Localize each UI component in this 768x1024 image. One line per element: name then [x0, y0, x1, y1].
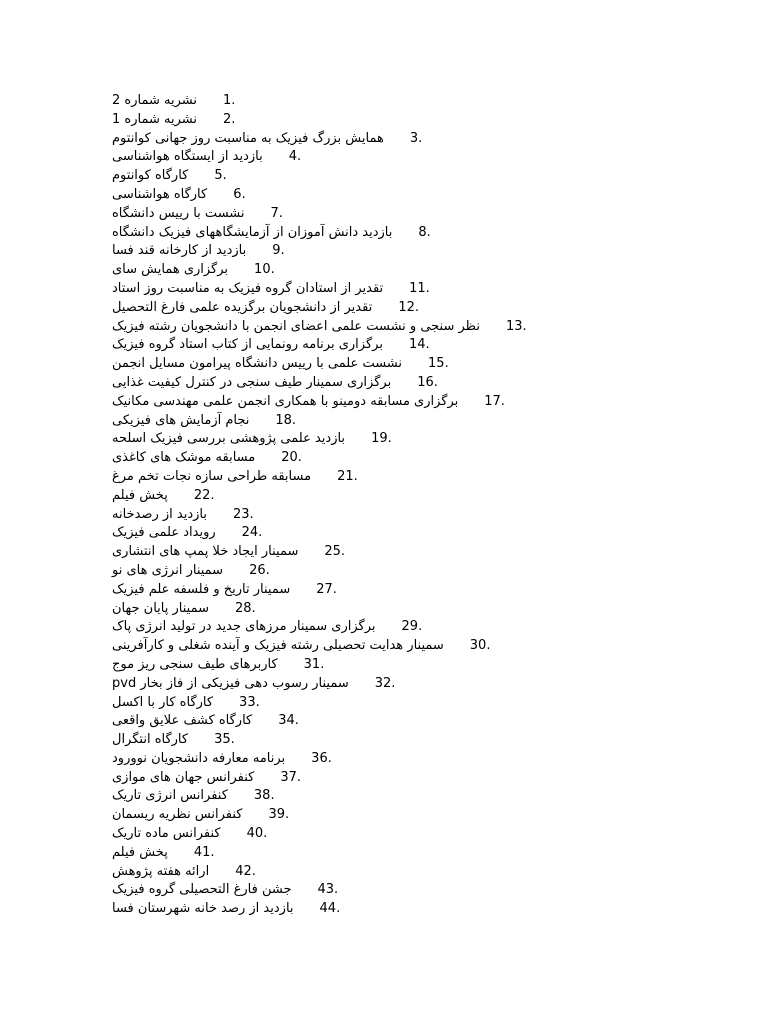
list-item: [112, 487, 712, 506]
list-item: [112, 393, 712, 412]
list-item: [112, 186, 712, 205]
list-item-text: کنفرانس انرژی تاریک: [112, 788, 228, 804]
list-item-number: 18.: [275, 412, 297, 428]
list-item-number: 8.: [418, 224, 431, 240]
list-item-number: 9.: [272, 243, 285, 259]
list-item: [112, 562, 712, 581]
list-item: [112, 506, 712, 525]
list-item: [112, 299, 712, 318]
list-item-number: 29.: [401, 619, 423, 635]
list-item-text: بازدید علمی پژوهشی بررسی فیزیک اسلحه: [112, 431, 346, 447]
list-item-number: 36.: [311, 750, 332, 766]
list-item-text: سمینار رسوب دهی فیزیکی از فاز بخار pvd: [112, 675, 349, 691]
list-item-number: 41.: [193, 844, 215, 860]
list-item: [112, 242, 712, 261]
list-item: [112, 750, 712, 769]
list-item-text: برنامه معارفه دانشجویان نوورود: [112, 750, 286, 766]
list-item-number: 19.: [371, 431, 392, 447]
list-item: [112, 731, 712, 750]
list-item: [112, 524, 712, 543]
list-item-text: کارگاه کار با اکسل: [112, 694, 214, 710]
list-item-text: تقدیر از استادان گروه فیزیک به مناسبت روز استاد: [112, 280, 384, 296]
list-item-text: کارگاه کوانتوم: [112, 168, 189, 184]
list-item-number: 3.: [409, 130, 423, 146]
list-item-text: برگزاری مسابقه دومینو با همکاری انجمن علمی مهندسی مکانیک: [112, 393, 459, 409]
list-item-number: 26.: [249, 562, 270, 578]
list-item-text: مسابقه موشک های کاغذی: [112, 450, 256, 466]
list-item: [112, 618, 712, 637]
list-item-text: تقدیر از دانشجویان برگزیده علمی فارغ التحصیل: [112, 299, 373, 315]
list-item-text: سمینار انرژی های نو: [112, 562, 224, 578]
list-item-text: مسابقه طراحی سازه نجات تخم مرغ: [112, 468, 312, 484]
list-item-number: 25.: [324, 544, 346, 560]
list-item-text: برگزاری همایش سای: [112, 262, 229, 278]
list-item: [112, 881, 712, 900]
list-item: [112, 468, 712, 487]
list-item: [112, 280, 712, 299]
list-item: [112, 900, 712, 919]
list-item-number: 38.: [253, 788, 275, 804]
list-item: [112, 656, 712, 675]
list-item-text: جشن فارغ التحصیلی گروه فیزیک: [112, 882, 292, 898]
list-item: [112, 92, 712, 111]
list-item: [112, 111, 712, 130]
list-item-text: کارگاه هواشناسی: [112, 186, 208, 202]
list-item-text: کنفرانس نظریه ریسمان: [112, 807, 243, 823]
list-item-number: 7.: [270, 205, 283, 221]
list-item-text: نجام آزمایش های فیزیکی: [112, 412, 250, 428]
list-item-number: 31.: [303, 656, 325, 672]
list-item-number: 23.: [232, 506, 254, 522]
list-item-text: بازدید از کارخانه قند فسا: [112, 243, 247, 259]
list-item-text: نشریه شماره 2: [112, 93, 197, 108]
list-item: [112, 712, 712, 731]
list-item: [112, 318, 712, 337]
list-item-number: 13.: [505, 318, 527, 334]
list-item-text: کنفرانس جهان های موازی: [112, 769, 255, 785]
list-item-number: 35.: [214, 732, 235, 748]
list-item: [112, 543, 712, 562]
list-item-text: برگزاری برنامه رونمایی از کتاب استاد گروه فیزیک: [112, 337, 383, 353]
list-item: [112, 336, 712, 355]
list-item-number: 10.: [254, 262, 275, 278]
list-item-number: 39.: [268, 807, 290, 823]
list-item: [112, 637, 712, 656]
list-item-number: 42.: [235, 863, 256, 879]
list-item: [112, 130, 712, 149]
list-item: [112, 694, 712, 713]
list-item-number: 43.: [317, 882, 339, 898]
list-item: [112, 167, 712, 186]
list-item-number: 4.: [288, 149, 302, 165]
list-item-number: 34.: [278, 713, 299, 729]
list-item-number: 11.: [409, 280, 430, 296]
list-item: [112, 148, 712, 167]
list-item-number: 28.: [235, 600, 256, 616]
list-item-text: کارگاه انتگرال: [112, 732, 189, 748]
list-item-number: 2.: [222, 111, 236, 127]
list-item: [112, 806, 712, 825]
list-item: [112, 205, 712, 224]
list-item-text: نشریه شماره 1: [112, 111, 197, 127]
list-item-text: پخش فیلم: [112, 487, 168, 503]
list-item-number: 5.: [214, 168, 227, 184]
list-item-number: 33.: [239, 694, 260, 710]
list-item: [112, 412, 712, 431]
list-item-text: کنفرانس ماده تاریک: [112, 826, 221, 842]
activity-list: [112, 92, 712, 919]
list-item-number: 40.: [246, 826, 268, 842]
list-item-text: سمینار ایجاد خلا پمپ های انتشاری: [112, 544, 299, 560]
list-item-text: همایش بزرگ فیزیک به مناسبت روز جهانی کوانتوم: [112, 130, 384, 146]
list-item-text: نظر سنجی و نشست علمی اعضای انجمن با دانشجویان رشته فیزیک: [112, 318, 480, 334]
list-item-text: بازدید دانش آموزان از آزمایشگاههای فیزیک دانشگاه: [112, 224, 393, 240]
list-item: [112, 600, 712, 619]
list-item-text: بازدید از رصدخانه: [112, 506, 207, 522]
list-item: [112, 844, 712, 863]
list-item-number: 17.: [484, 393, 505, 409]
list-item-number: 21.: [337, 468, 358, 484]
list-item-text: برگزاری سمینار مرزهای جدید در تولید انرژی پاک: [112, 619, 376, 635]
list-item-text: کارگاه کشف علایق واقعی: [112, 713, 253, 729]
list-item: [112, 825, 712, 844]
list-item-number: 16.: [417, 374, 438, 390]
list-item: [112, 863, 712, 882]
list-item: [112, 374, 712, 393]
list-item-text: سمینار هدایت تحصیلی رشته فیزیک و آینده شغلی و کارآفرینی: [112, 638, 444, 654]
list-item-text: کاربرهای طیف سنجی ریز موج: [112, 656, 278, 672]
list-item: [112, 581, 712, 600]
list-item-text: سمینار پایان جهان: [112, 600, 209, 616]
list-item: [112, 430, 712, 449]
list-item: [112, 675, 712, 694]
list-item-text: نشست با رییس دانشگاه: [112, 205, 245, 221]
list-item: [112, 355, 712, 374]
list-item: [112, 787, 712, 806]
list-item: [112, 261, 712, 280]
list-item-number: 27.: [316, 581, 337, 597]
list-item-number: 15.: [428, 356, 449, 372]
list-item-number: 37.: [280, 769, 302, 785]
list-item-text: ارائه هفته پژوهش: [112, 863, 210, 879]
list-item-number: 44.: [319, 901, 341, 917]
list-item-text: برگزاری سمینار طیف سنجی در کنترل کیفیت غذایی: [112, 374, 392, 390]
list-item-number: 32.: [374, 675, 396, 691]
list-item-text: رویداد علمی فیزیک: [112, 525, 216, 541]
list-item-number: 1.: [222, 93, 236, 108]
list-item-number: 30.: [469, 638, 491, 654]
list-item-number: 20.: [281, 450, 302, 466]
list-item: [112, 769, 712, 788]
list-item-text: پخش فیلم: [112, 844, 168, 860]
list-item-number: 24.: [241, 525, 263, 541]
list-item-number: 6.: [233, 186, 246, 202]
list-item-number: 12.: [398, 299, 419, 315]
list-item-text: بازدید از ایستگاه هواشناسی: [112, 149, 263, 165]
list-item-number: 22.: [193, 487, 215, 503]
list-item-text: نشست علمی با رییس دانشگاه پیرامون مسایل انجمن: [112, 356, 403, 372]
list-item: [112, 224, 712, 243]
list-item: [112, 449, 712, 468]
list-item-text: سمینار تاریخ و فلسفه علم فیزیک: [112, 581, 291, 597]
list-item-text: بازدید از رصد خانه شهرستان فسا: [112, 901, 294, 917]
list-item-number: 14.: [408, 337, 430, 353]
